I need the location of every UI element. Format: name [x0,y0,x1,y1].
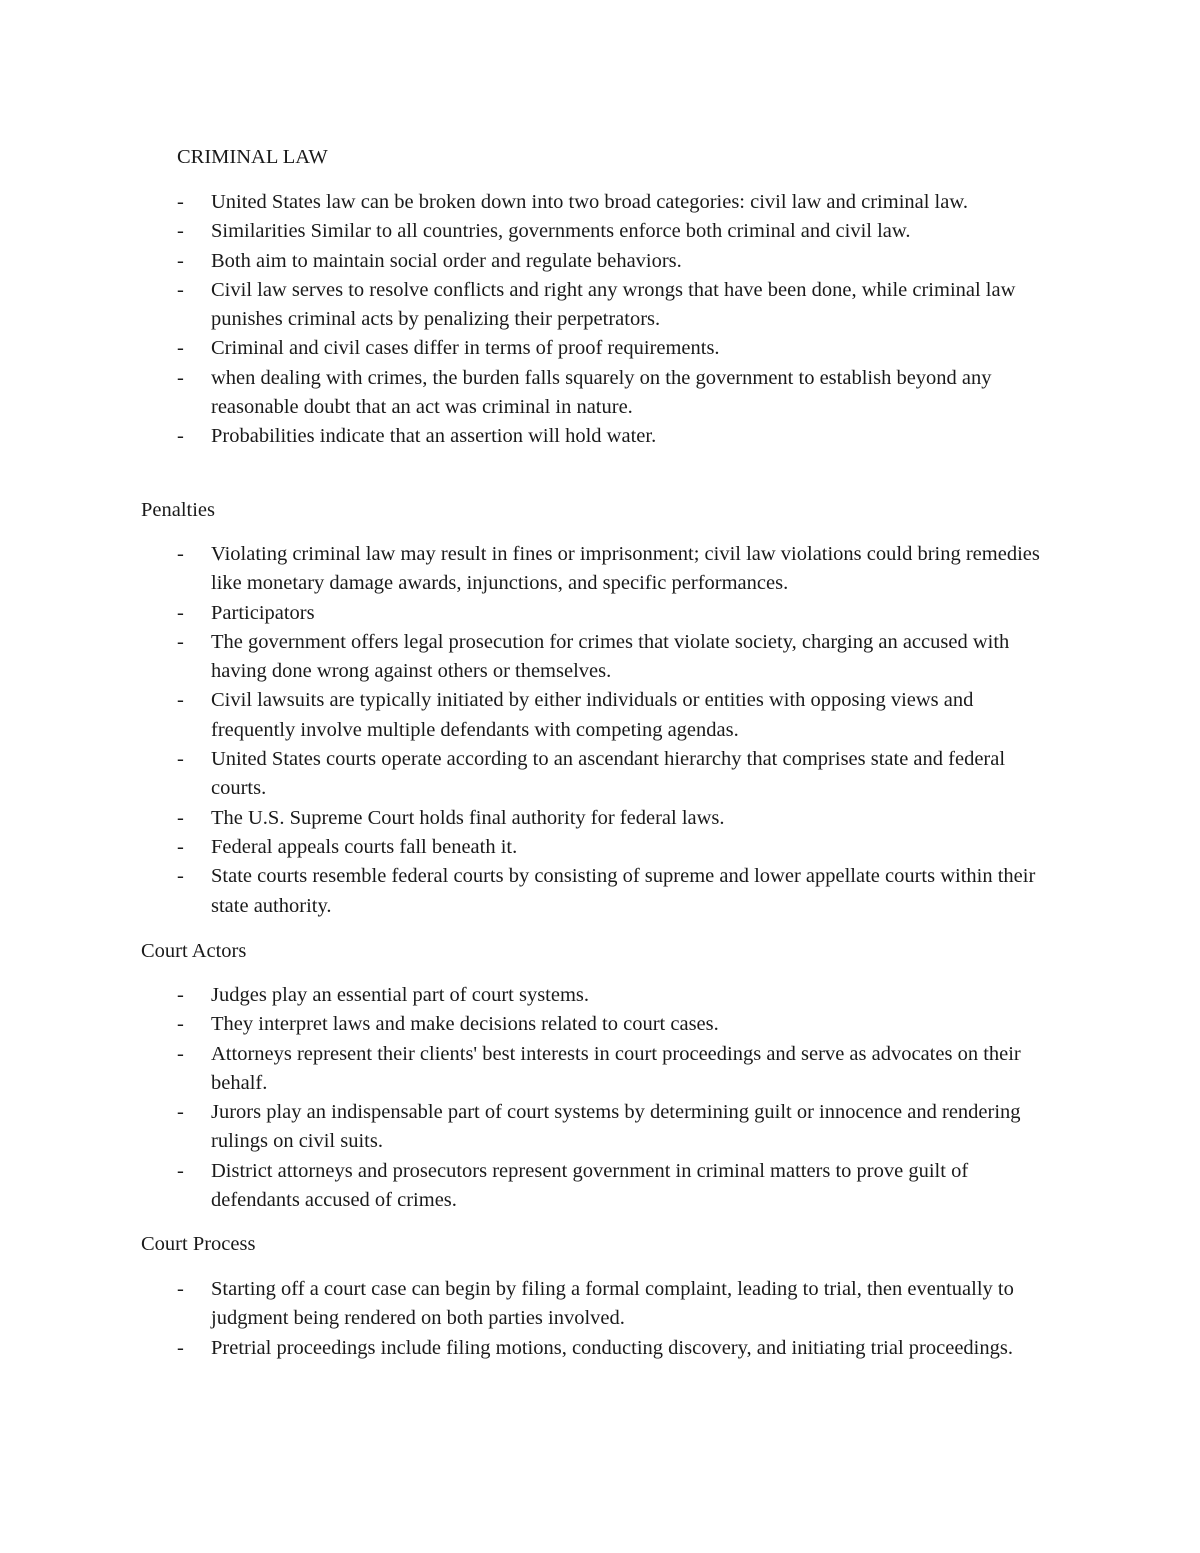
list-item [0,247,1061,276]
bullet-marker: - [177,1159,184,1182]
list-item-text: United States courts operate according to an ascendant hierarchy that comprises state and federal courts. [211,748,1006,800]
list-item-text: District attorneys and prosecutors represent government in criminal matters to prove guilt of defendants accused of crimes. [211,1159,969,1212]
section-heading-court-actors: Court Actors [141,940,247,962]
bullet-marker: - [177,425,184,448]
bullet-marker: - [177,835,184,858]
list-item [0,804,1061,833]
list-item [0,981,1061,1010]
list-item-text: Pretrial proceedings include filing motions, conducting discovery, and initiating trial proceedings. [211,1336,1013,1359]
bullet-marker: - [177,1336,184,1359]
list-item [0,217,1061,246]
bullet-marker: - [177,748,184,771]
bullet-marker: - [177,543,184,565]
list-item-text: Attorneys represent their clients' best interests in court proceedings and serve as advocates on their behalf. [211,1042,1021,1094]
bullet-marker: - [177,337,184,360]
section-heading-penalties: Penalties [141,499,216,521]
bullet-marker: - [177,630,184,653]
list-item-text: Jurors play an indispensable part of court systems by determining guilt or innocence and rendering rulings on civil suits. [211,1101,1021,1153]
intro-list [0,188,1200,452]
section-heading-court-process: Court Process [141,1233,256,1255]
list-item [0,1275,1061,1334]
list-item [0,1010,1061,1039]
bullet-marker: - [177,1013,184,1036]
list-item-text: Violating criminal law may result in fines or imprisonment; civil law violations could bring remedies like monetary damage awards, injunctions, and specific performances. [211,543,1040,595]
court-process-list [0,1275,1200,1363]
bullet-marker: - [177,1042,184,1065]
list-item-text: Civil law serves to resolve conflicts and right any wrongs that have been done, while criminal law punishes criminal acts by penalizing their perpetrators. [211,278,1016,331]
list-item [0,540,1061,599]
list-item-text: The government offers legal prosecution for crimes that violate society, charging an accused with having done wrong against others or themselves. [211,630,1010,683]
bullet-marker: - [177,1278,184,1300]
list-item-text: Criminal and civil cases differ in terms of proof requirements. [211,337,720,360]
list-item [0,862,1061,921]
bullet-marker: - [177,806,184,829]
list-item-text: United States law can be broken down into two broad categories: civil law and criminal law. [211,191,968,213]
list-item-text: Civil lawsuits are typically initiated by either individuals or entities with opposing views and frequently involve multiple defendants with competing agendas. [211,689,974,741]
list-item-text: The U.S. Supreme Court holds final authority for federal laws. [211,806,725,829]
list-item-text: Both aim to maintain social order and regulate behaviors. [211,249,682,272]
list-item-text: They interpret laws and make decisions related to court cases. [211,1013,719,1036]
list-item-text: Federal appeals courts fall beneath it. [211,835,518,858]
list-item [0,833,1061,862]
bullet-marker: - [177,865,184,888]
document-title: CRIMINAL LAW [177,146,328,168]
list-item [0,334,1061,363]
bullet-marker: - [177,984,184,1006]
list-item-text: when dealing with crimes, the burden falls squarely on the government to establish beyond any reasonable doubt that an act was criminal in nature. [211,366,992,419]
list-item [0,276,1061,335]
list-item [0,628,1061,687]
list-item [0,686,1061,745]
bullet-marker: - [177,366,184,389]
bullet-marker: - [177,689,184,712]
bullet-marker: - [177,220,184,243]
list-item-text: State courts resemble federal courts by consisting of supreme and lower appellate courts within their state authority. [211,865,1036,917]
list-item-text: Participators [211,601,315,624]
bullet-marker: - [177,1101,184,1124]
list-item [0,188,1061,217]
list-item-text: Probabilities indicate that an assertion will hold water. [211,425,657,448]
bullet-marker: - [177,601,184,624]
list-item [0,364,1061,423]
list-item [0,1157,1061,1216]
list-item [0,422,1061,451]
list-item-text: Judges play an essential part of court systems. [211,984,590,1006]
list-item [0,745,1061,804]
court-actors-list [0,981,1200,1215]
list-item-text: Similarities Similar to all countries, governments enforce both criminal and civil law. [211,220,911,243]
penalties-list [0,540,1200,921]
list-item [0,1040,1061,1099]
list-item [0,599,1061,628]
bullet-marker: - [177,278,184,301]
bullet-marker: - [177,191,184,213]
list-item [0,1334,1061,1363]
list-item [0,1098,1061,1157]
bullet-marker: - [177,249,184,272]
list-item-text: Starting off a court case can begin by filing a formal complaint, leading to trial, then eventually to judgment being rendered on both parties involved. [211,1278,1014,1330]
